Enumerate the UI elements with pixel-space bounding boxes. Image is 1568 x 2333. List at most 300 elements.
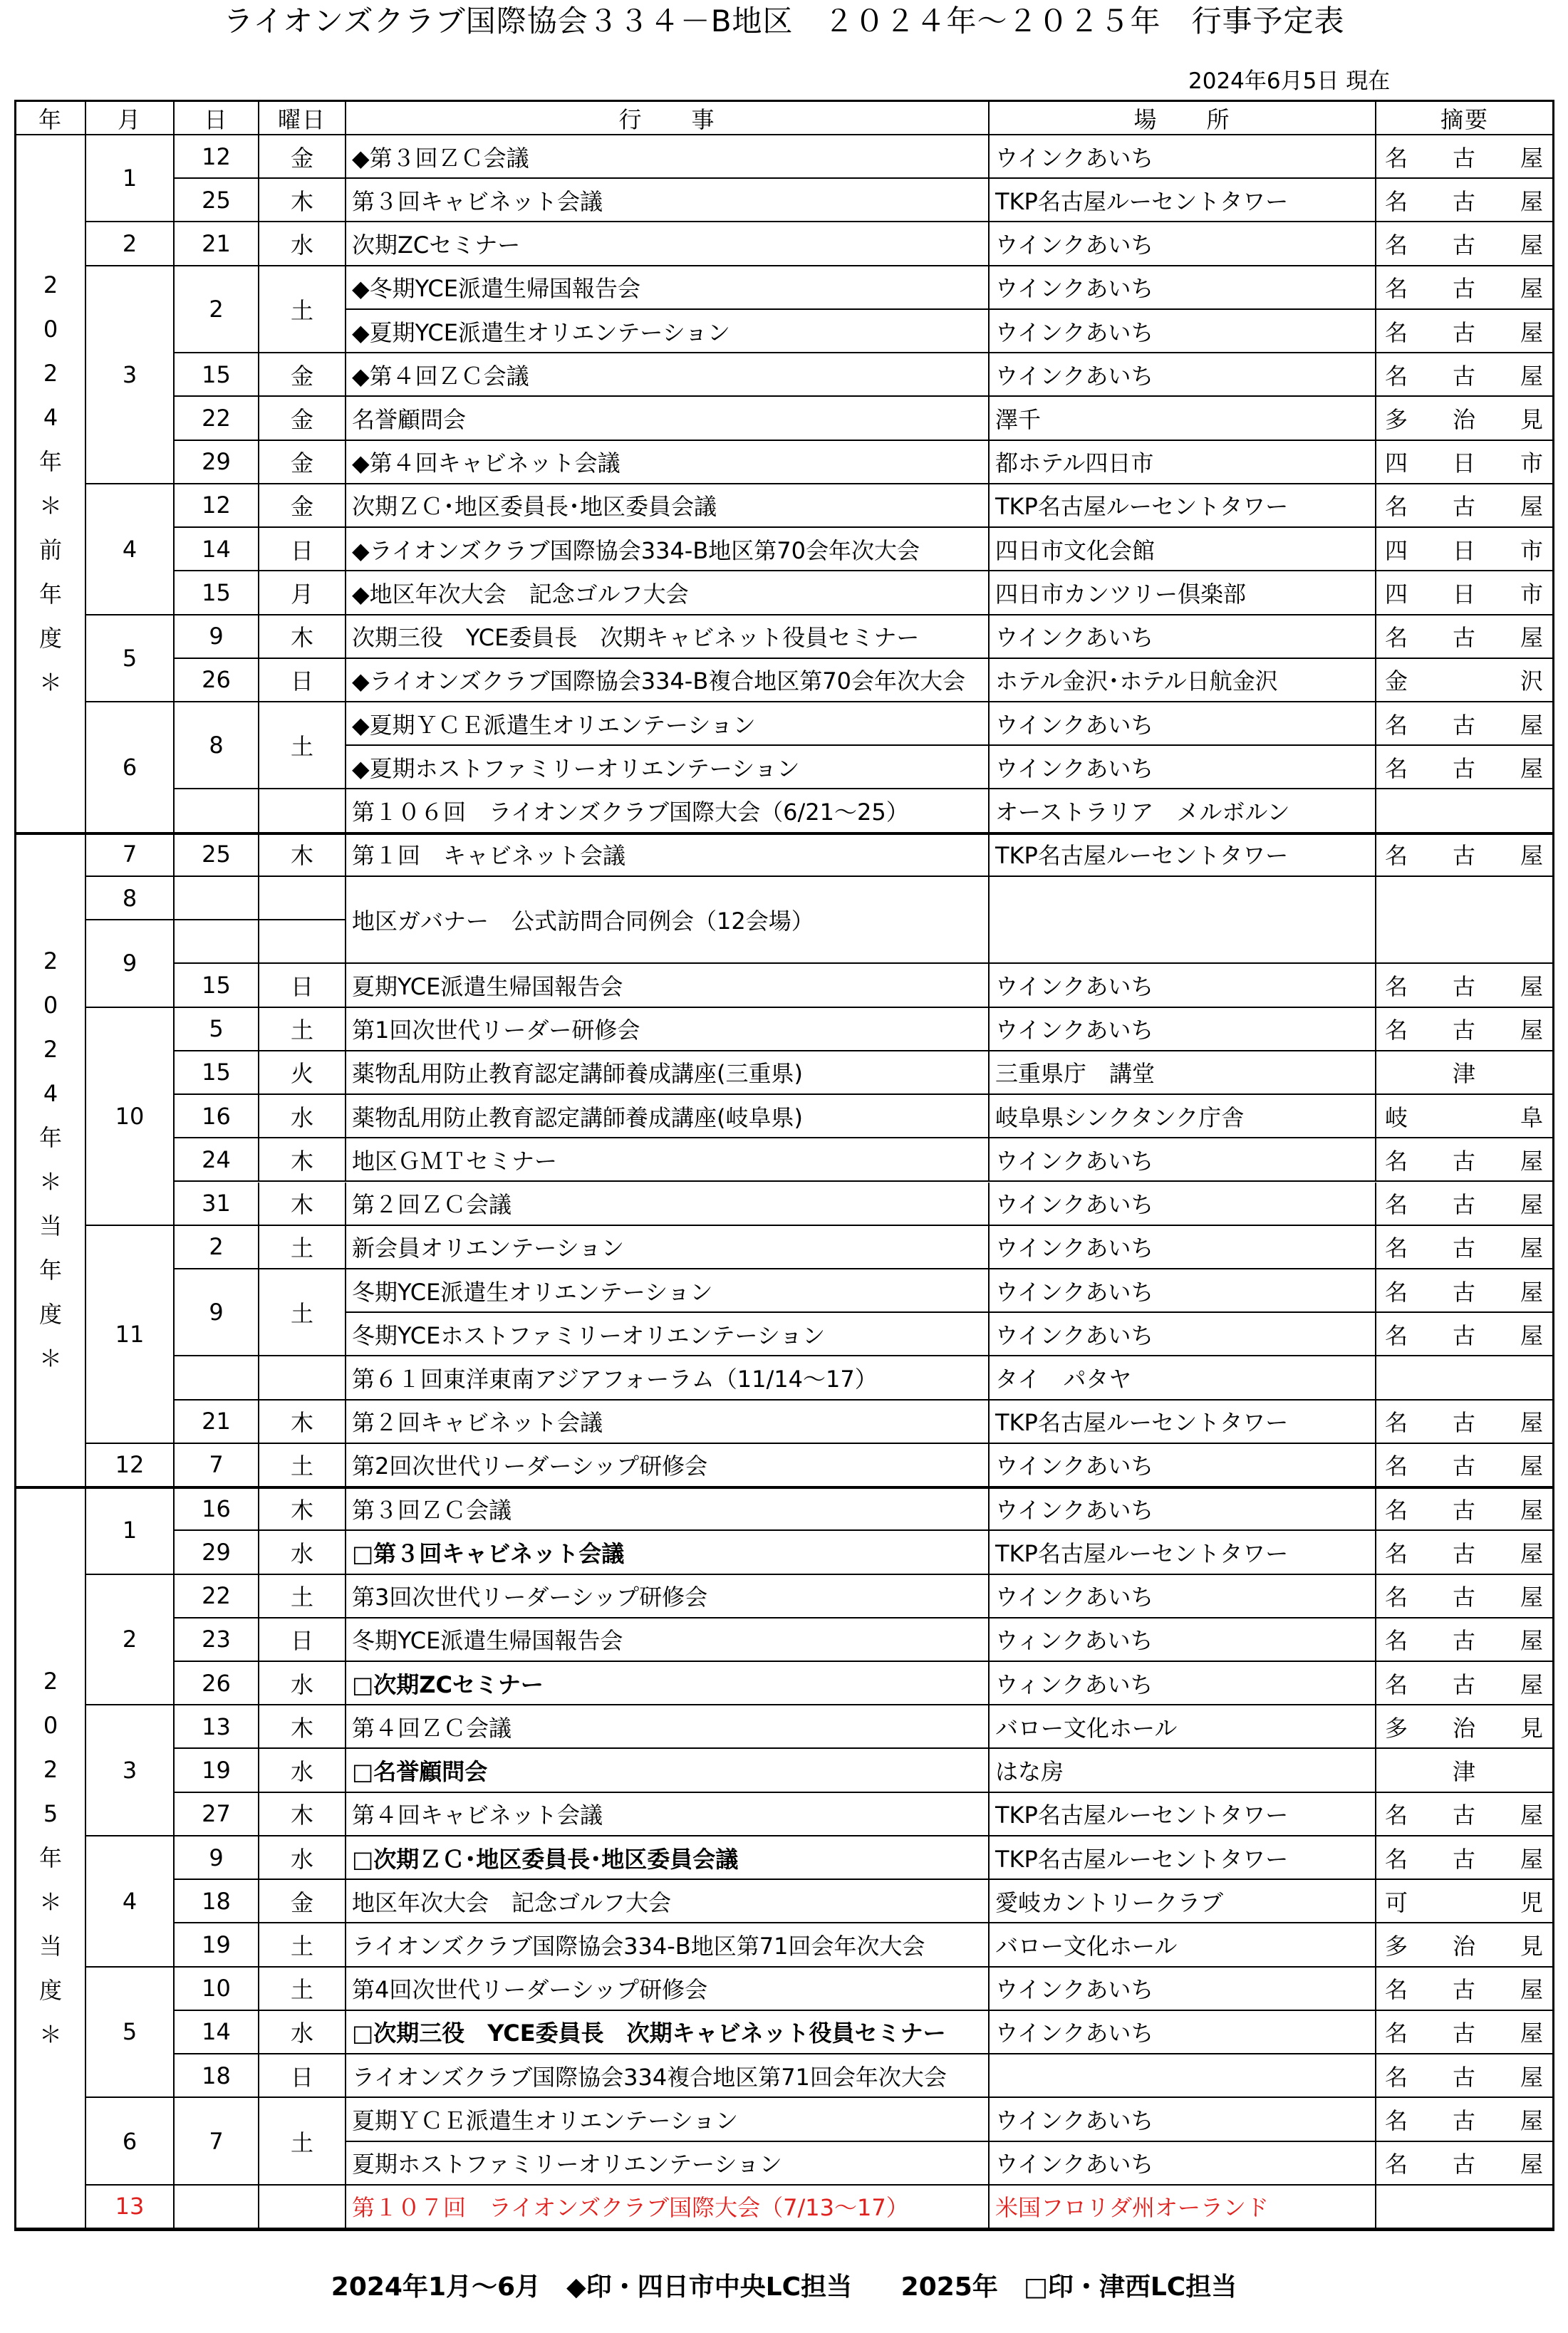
place-cell: TKP名古屋ルーセントタワー — [990, 179, 1376, 222]
note-char: 屋 — [1520, 972, 1543, 1000]
year-section-char: 2 — [43, 1755, 58, 1783]
place-cell: ウインクあいち — [990, 1575, 1376, 1618]
event-cell: 第６１回東洋東南アジアフォーラム（11/14～17） — [346, 1356, 990, 1400]
event-cell: ライオンズクラブ国際協会334-B地区第71回会年次大会 — [346, 1923, 990, 1967]
year-section-char: 2 — [43, 947, 58, 975]
place-cell: ホテル金沢･ホテル日航金沢 — [990, 659, 1376, 702]
note-cell — [1376, 1138, 1554, 1182]
page-title: ライオンズクラブ国際協会３３４－B地区 ２０２４年～２０２５年 行事予定表 — [223, 4, 1345, 38]
place-cell: ウィンクあいち — [990, 1662, 1376, 1705]
weekday-cell: 木 — [259, 1138, 346, 1182]
header-event: 行 事 — [346, 102, 990, 135]
note-char: 名 — [1385, 972, 1408, 1000]
place-cell — [990, 2054, 1376, 2098]
weekday-cell: 日 — [259, 1618, 346, 1662]
note-char: 屋 — [1520, 1147, 1543, 1175]
note-char: 名 — [1385, 2063, 1408, 2091]
place-cell: TKP名古屋ルーセントタワー — [990, 833, 1376, 877]
day-cell: 9 — [175, 615, 259, 659]
place-cell: 四日市文化会館 — [990, 528, 1376, 571]
note-char: 名 — [1385, 711, 1408, 739]
place-cell: ウインクあいち — [990, 135, 1376, 179]
note-cell — [1376, 1444, 1554, 1487]
note-char: 市 — [1520, 450, 1543, 477]
year-section-char: 年 — [38, 580, 62, 608]
day-cell: 25 — [175, 833, 259, 877]
note-char: 古 — [1452, 187, 1475, 215]
event-cell: ◆夏期ＹＣＥ派遣生オリエンテーション — [346, 702, 990, 746]
note-char: 屋 — [1520, 1017, 1543, 1044]
place-cell — [990, 877, 1376, 964]
day-cell: 21 — [175, 222, 259, 266]
event-cell: 第４回キャビネット会議 — [346, 1793, 990, 1836]
place-cell: ウインクあいち — [990, 2011, 1376, 2054]
note-char: 日 — [1452, 580, 1475, 608]
weekday-cell: 木 — [259, 179, 346, 222]
year-section-char: 0 — [43, 991, 58, 1019]
weekday-cell: 土 — [259, 702, 346, 789]
footer-legend — [0, 2267, 1568, 2303]
event-cell: 夏期YCE派遣生帰国報告会 — [346, 964, 990, 1007]
day-cell — [175, 920, 259, 964]
note-char: 多 — [1385, 1933, 1408, 1960]
weekday-cell: 土 — [259, 1269, 346, 1356]
year-section-char: 2 — [43, 359, 58, 387]
note-char: 古 — [1452, 2020, 1475, 2047]
note-char: 古 — [1452, 318, 1475, 346]
year-section-char: 4 — [43, 1079, 58, 1107]
note-cell — [1376, 1095, 1554, 1138]
day-cell: 10 — [175, 1968, 259, 2011]
weekday-cell: 水 — [259, 1531, 346, 1574]
place-cell: ウインクあいち — [990, 615, 1376, 659]
month-cell: 8 — [86, 877, 175, 920]
note-char: 治 — [1452, 405, 1475, 433]
note-char: 見 — [1520, 405, 1543, 433]
weekday-cell: 金 — [259, 135, 346, 179]
as-of-date: 2024年6月5日 現在 — [1188, 68, 1391, 94]
note-cell — [1376, 179, 1554, 222]
day-cell — [175, 877, 259, 920]
year-section-char: 年 — [38, 447, 62, 475]
event-cell: ◆第４回ＺＣ会議 — [346, 353, 990, 397]
event-cell: 第4回次世代リーダーシップ研修会 — [346, 1968, 990, 2011]
note-char: 名 — [1385, 2106, 1408, 2134]
day-cell: 2 — [175, 1226, 259, 1269]
note-char: 古 — [1452, 1802, 1475, 1829]
year-section-char: ＊ — [38, 668, 62, 696]
event-cell: □名誉顧問会 — [346, 1749, 990, 1792]
note-cell — [1376, 571, 1554, 615]
note-char: 古 — [1452, 972, 1475, 1000]
event-cell: ◆夏期ホストファミリーオリエンテーション — [346, 746, 990, 789]
note-char: 古 — [1452, 1278, 1475, 1306]
event-cell: 次期三役 YCE委員長 次期キャビネット役員セミナー — [346, 615, 990, 659]
note-cell — [1376, 1487, 1554, 1531]
note-char: 治 — [1452, 1714, 1475, 1742]
weekday-cell: 土 — [259, 1226, 346, 1269]
note-char: 古 — [1452, 362, 1475, 390]
place-cell: ウインクあいち — [990, 266, 1376, 310]
place-cell: ウインクあいち — [990, 964, 1376, 1007]
place-cell: 都ホテル四日市 — [990, 441, 1376, 484]
note-char: 名 — [1385, 2151, 1408, 2178]
note-cell — [1376, 397, 1554, 440]
note-char: 名 — [1385, 754, 1408, 782]
year-section-char: 当 — [38, 1932, 62, 1960]
note-char: 屋 — [1520, 1976, 1543, 2004]
month-cell: 7 — [86, 833, 175, 877]
day-cell: 29 — [175, 441, 259, 484]
day-cell: 7 — [175, 1444, 259, 1487]
note-char: 屋 — [1520, 1670, 1543, 1698]
place-cell: ウインクあいち — [990, 1138, 1376, 1182]
weekday-cell: 土 — [259, 1923, 346, 1967]
weekday-cell — [259, 2186, 346, 2229]
weekday-cell: 木 — [259, 1487, 346, 1531]
place-cell: ウインクあいち — [990, 1226, 1376, 1269]
note-cell — [1376, 659, 1554, 702]
day-cell: 19 — [175, 1923, 259, 1967]
place-cell: 愛岐カントリークラブ — [990, 1880, 1376, 1923]
weekday-cell: 土 — [259, 1968, 346, 2011]
weekday-cell — [259, 877, 346, 920]
day-cell: 19 — [175, 1749, 259, 1792]
note-char: 名 — [1385, 362, 1408, 390]
event-cell: □次期ZCセミナー — [346, 1662, 990, 1705]
note-cell — [1376, 833, 1554, 877]
place-cell: ウインクあいち — [990, 746, 1376, 789]
place-cell: TKP名古屋ルーセントタワー — [990, 484, 1376, 528]
note-char: 古 — [1452, 1496, 1475, 1524]
event-cell: 名誉顧問会 — [346, 397, 990, 440]
place-cell: ウインクあいち — [990, 702, 1376, 746]
note-cell — [1376, 310, 1554, 353]
event-cell: 第３回キャビネット会議 — [346, 179, 990, 222]
event-cell: 冬期YCE派遣生オリエンテーション — [346, 1269, 990, 1313]
weekday-cell: 金 — [259, 353, 346, 397]
day-cell: 16 — [175, 1095, 259, 1138]
note-cell — [1376, 1836, 1554, 1880]
note-char: 多 — [1385, 1714, 1408, 1742]
year-section-2 — [16, 1487, 86, 2229]
note-char: 屋 — [1520, 1845, 1543, 1873]
note-char: 古 — [1452, 1147, 1475, 1175]
month-cell: 6 — [86, 702, 175, 833]
weekday-cell: 金 — [259, 1880, 346, 1923]
year-section-char: 年 — [38, 1256, 62, 1284]
day-cell: 12 — [175, 484, 259, 528]
weekday-cell: 金 — [259, 484, 346, 528]
year-section-char: 度 — [38, 1976, 62, 2004]
note-char: 古 — [1452, 275, 1475, 303]
note-cell — [1376, 746, 1554, 789]
note-char: 名 — [1385, 2020, 1408, 2047]
event-cell: 第1回次世代リーダー研修会 — [346, 1008, 990, 1051]
note-char: 屋 — [1520, 1802, 1543, 1829]
year-section-char: 0 — [43, 315, 58, 343]
note-char: 岐 — [1385, 1103, 1408, 1131]
event-cell: ◆ライオンズクラブ国際協会334-B地区第70会年次大会 — [346, 528, 990, 571]
place-cell: ウインクあいち — [990, 1968, 1376, 2011]
note-cell — [1376, 222, 1554, 266]
note-cell — [1376, 441, 1554, 484]
month-cell: 3 — [86, 266, 175, 484]
note-char: 屋 — [1520, 1627, 1543, 1655]
note-char: 見 — [1520, 1714, 1543, 1742]
event-cell: 第１０６回 ライオンズクラブ国際大会（6/21～25） — [346, 789, 990, 833]
note-char: 屋 — [1520, 1409, 1543, 1437]
month-cell: 10 — [86, 1008, 175, 1226]
day-cell: 8 — [175, 702, 259, 789]
note-char: 名 — [1385, 318, 1408, 346]
weekday-cell: 水 — [259, 2011, 346, 2054]
header-place: 場 所 — [990, 102, 1376, 135]
note-cell — [1376, 135, 1554, 179]
month-cell: 4 — [86, 484, 175, 615]
note-char: 見 — [1520, 1933, 1543, 1960]
place-cell: ウインクあいち — [990, 353, 1376, 397]
month-cell: 1 — [86, 135, 175, 222]
note-char: 屋 — [1520, 2063, 1543, 2091]
note-char: 名 — [1385, 1235, 1408, 1262]
note-char: 屋 — [1520, 318, 1543, 346]
year-section-char: ＊ — [38, 492, 62, 519]
note-char: 名 — [1385, 275, 1408, 303]
note-cell — [1376, 1008, 1554, 1051]
note-char: 古 — [1452, 754, 1475, 782]
weekday-cell: 水 — [259, 222, 346, 266]
day-cell: 5 — [175, 1008, 259, 1051]
note-char: 屋 — [1520, 1191, 1543, 1219]
note-char: 屋 — [1520, 2020, 1543, 2047]
section-divider — [16, 832, 1552, 835]
note-char: 古 — [1452, 1321, 1475, 1349]
event-cell: 夏期ホストファミリーオリエンテーション — [346, 2142, 990, 2186]
day-cell: 15 — [175, 964, 259, 1007]
weekday-cell: 土 — [259, 2098, 346, 2185]
note-char: 屋 — [1520, 711, 1543, 739]
place-cell: ウインクあいち — [990, 1487, 1376, 1531]
weekday-cell: 水 — [259, 1749, 346, 1792]
weekday-cell: 木 — [259, 1793, 346, 1836]
note-char: 名 — [1385, 232, 1408, 259]
note-char: 名 — [1385, 624, 1408, 652]
note-char: 名 — [1385, 1453, 1408, 1480]
note-char: 名 — [1385, 1321, 1408, 1349]
day-cell: 16 — [175, 1487, 259, 1531]
note-char: 名 — [1385, 1670, 1408, 1698]
header-year: 年 — [16, 102, 86, 135]
weekday-cell: 水 — [259, 1095, 346, 1138]
event-cell: 地区年次大会 記念ゴルフ大会 — [346, 1880, 990, 1923]
note-cell — [1376, 1051, 1554, 1095]
note-char: 屋 — [1520, 624, 1543, 652]
place-cell: はな房 — [990, 1749, 1376, 1792]
note-char: 四 — [1385, 450, 1408, 477]
event-cell: 第１回 キャビネット会議 — [346, 833, 990, 877]
place-cell: タイ パタヤ — [990, 1356, 1376, 1400]
note-char: 名 — [1385, 1539, 1408, 1567]
day-cell: 2 — [175, 266, 259, 353]
note-cell — [1376, 528, 1554, 571]
note-cell — [1376, 1880, 1554, 1923]
note-char: 児 — [1520, 1888, 1543, 1916]
note-char: 名 — [1385, 1017, 1408, 1044]
note-char: 古 — [1452, 711, 1475, 739]
weekday-cell: 木 — [259, 1401, 346, 1444]
note-char: 名 — [1385, 1627, 1408, 1655]
note-char: 屋 — [1520, 1453, 1543, 1480]
note-char: 屋 — [1520, 1496, 1543, 1524]
day-cell: 14 — [175, 2011, 259, 2054]
note-cell — [1376, 1749, 1554, 1792]
month-cell: 9 — [86, 920, 175, 1007]
day-cell: 18 — [175, 2054, 259, 2098]
place-cell: ウインクあいち — [990, 1444, 1376, 1487]
place-cell: TKP名古屋ルーセントタワー — [990, 1531, 1376, 1574]
note-char: 名 — [1385, 1278, 1408, 1306]
place-cell: 四日市カンツリー倶楽部 — [990, 571, 1376, 615]
note-char: 古 — [1452, 1584, 1475, 1611]
place-cell: ウインクあいち — [990, 2098, 1376, 2141]
month-cell: 5 — [86, 1968, 175, 2099]
note-char: 屋 — [1520, 1278, 1543, 1306]
event-cell: 次期ZCセミナー — [346, 222, 990, 266]
weekday-cell: 水 — [259, 1662, 346, 1705]
year-section-char: 2 — [43, 271, 58, 298]
month-cell: 13 — [86, 2186, 175, 2229]
place-cell: TKP名古屋ルーセントタワー — [990, 1836, 1376, 1880]
weekday-cell: 金 — [259, 441, 346, 484]
event-cell: 第１０７回 ライオンズクラブ国際大会（7/13～17） — [346, 2186, 990, 2229]
place-cell: オーストラリア メルボルン — [990, 789, 1376, 833]
note-char: 名 — [1385, 144, 1408, 172]
note-cell — [1376, 2054, 1554, 2098]
note-cell — [1376, 266, 1554, 310]
note-char: 古 — [1452, 624, 1475, 652]
note-char: 治 — [1452, 1933, 1475, 1960]
note-char: 古 — [1452, 232, 1475, 259]
day-cell: 13 — [175, 1705, 259, 1749]
weekday-cell: 日 — [259, 2054, 346, 2098]
note-char: 古 — [1452, 2106, 1475, 2134]
note-char: 名 — [1385, 493, 1408, 521]
place-cell: ウインクあいち — [990, 1313, 1376, 1356]
note-char: 津 — [1452, 1060, 1475, 1088]
place-cell: ウインクあいち — [990, 1008, 1376, 1051]
note-char: 古 — [1452, 144, 1475, 172]
note-char: 多 — [1385, 405, 1408, 433]
note-cell — [1376, 1226, 1554, 1269]
header-month: 月 — [86, 102, 175, 135]
weekday-cell: 土 — [259, 1444, 346, 1487]
note-char: 日 — [1452, 536, 1475, 564]
weekday-cell: 月 — [259, 571, 346, 615]
place-cell: ウインクあいち — [990, 1269, 1376, 1313]
weekday-cell: 土 — [259, 1008, 346, 1051]
note-char: 四 — [1385, 536, 1408, 564]
note-char: 古 — [1452, 1539, 1475, 1567]
place-cell: ウインクあいち — [990, 1183, 1376, 1226]
weekday-cell: 金 — [259, 397, 346, 440]
note-char: 沢 — [1520, 667, 1543, 695]
year-section-char: ＊ — [38, 1888, 62, 1916]
note-char: 古 — [1452, 1017, 1475, 1044]
note-char: 古 — [1452, 1845, 1475, 1873]
note-char: 古 — [1452, 2063, 1475, 2091]
note-char: 市 — [1520, 580, 1543, 608]
weekday-cell: 木 — [259, 1705, 346, 1749]
weekday-cell — [259, 789, 346, 833]
note-char: 古 — [1452, 493, 1475, 521]
note-char: 屋 — [1520, 2106, 1543, 2134]
year-section-char: 5 — [43, 1799, 58, 1827]
note-cell — [1376, 1313, 1554, 1356]
month-cell: 11 — [86, 1226, 175, 1444]
header-weekday: 曜日 — [259, 102, 346, 135]
note-cell — [1376, 789, 1554, 833]
weekday-cell: 日 — [259, 964, 346, 1007]
event-cell: ◆地区年次大会 記念ゴルフ大会 — [346, 571, 990, 615]
event-cell: □次期三役 YCE委員長 次期キャビネット役員セミナー — [346, 2011, 990, 2054]
place-cell: ウインクあいち — [990, 222, 1376, 266]
note-char: 名 — [1385, 1191, 1408, 1219]
note-char: 古 — [1452, 1976, 1475, 2004]
event-cell: 地区ガバナー 公式訪問合同例会（12会場） — [346, 877, 990, 964]
event-cell: 新会員オリエンテーション — [346, 1226, 990, 1269]
place-cell: 米国フロリダ州オーランド — [990, 2186, 1376, 2229]
weekday-cell: 水 — [259, 1836, 346, 1880]
month-cell: 1 — [86, 1487, 175, 1574]
place-cell: バロー文化ホール — [990, 1705, 1376, 1749]
note-cell — [1376, 702, 1554, 746]
note-char: 屋 — [1520, 754, 1543, 782]
note-char: 古 — [1452, 1235, 1475, 1262]
note-char: 屋 — [1520, 1321, 1543, 1349]
weekday-cell: 日 — [259, 528, 346, 571]
year-section-0 — [16, 135, 86, 833]
year-section-1 — [16, 833, 86, 1487]
day-cell: 31 — [175, 1183, 259, 1226]
day-cell: 26 — [175, 1662, 259, 1705]
note-char: 古 — [1452, 1191, 1475, 1219]
month-cell: 5 — [86, 615, 175, 702]
month-cell: 12 — [86, 1444, 175, 1487]
day-cell: 21 — [175, 1401, 259, 1444]
note-char: 名 — [1385, 1845, 1408, 1873]
day-cell: 15 — [175, 353, 259, 397]
day-cell: 9 — [175, 1836, 259, 1880]
note-cell — [1376, 1705, 1554, 1749]
year-section-char: 度 — [38, 624, 62, 652]
note-char: 名 — [1385, 1496, 1408, 1524]
header-note: 摘要 — [1376, 102, 1554, 135]
weekday-cell: 木 — [259, 1183, 346, 1226]
event-cell: □次期ＺＣ･地区委員長･地区委員会議 — [346, 1836, 990, 1880]
event-cell: 薬物乱用防止教育認定講師養成講座(三重県) — [346, 1051, 990, 1095]
event-cell: 夏期ＹＣＥ派遣生オリエンテーション — [346, 2098, 990, 2141]
day-cell: 7 — [175, 2098, 259, 2185]
note-char: 名 — [1385, 1584, 1408, 1611]
note-char: 屋 — [1520, 275, 1543, 303]
event-cell: ◆冬期YCE派遣生帰国報告会 — [346, 266, 990, 310]
event-cell: 地区ＧＭＴセミナー — [346, 1138, 990, 1182]
day-cell: 22 — [175, 1575, 259, 1618]
note-cell — [1376, 2142, 1554, 2186]
year-section-char: 度 — [38, 1300, 62, 1328]
note-cell — [1376, 1401, 1554, 1444]
